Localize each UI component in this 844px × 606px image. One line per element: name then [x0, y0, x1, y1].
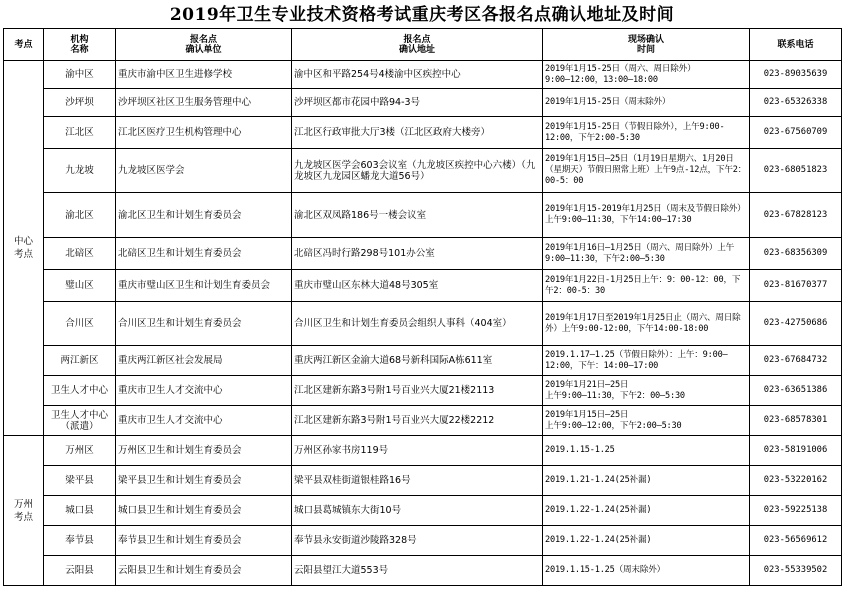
cell-address: 渝中区和平路254号4楼渝中区疾控中心	[292, 61, 543, 89]
cell-time: 2019.1.15-1.25（周末除外）	[543, 556, 750, 586]
cell-address: 九龙坡区医学会603会议室（九龙坡区疾控中心六楼）（九龙坡区九龙园区蟠龙大道56号）	[292, 149, 543, 193]
cell-name: 卫生人才中心	[44, 376, 116, 406]
cell-phone: 023-42750686	[750, 302, 842, 346]
cell-address: 云阳县望江大道553号	[292, 556, 543, 586]
cell-address: 重庆两江新区金渝大道68号新科国际A栋611室	[292, 346, 543, 376]
cell-time: 2019.1.22-1.24(25补漏)	[543, 496, 750, 526]
cell-unit: 重庆市卫生人才交流中心	[116, 376, 292, 406]
cell-phone: 023-68356309	[750, 238, 842, 270]
table-row	[4, 556, 842, 586]
cell-name: 渝中区	[44, 61, 116, 89]
header-area: 考点	[4, 29, 44, 61]
cell-time: 2019年1月15-25日（周六、周日除外） 9:00—12:00，13:00—18:00	[543, 61, 750, 89]
registration-table	[3, 28, 842, 586]
cell-phone: 023-63651386	[750, 376, 842, 406]
cell-time: 2019年1月16日—1月25日（周六、周日除外）上午9:00—11:30，下午2:00—5:30	[543, 238, 750, 270]
cell-unit: 万州区卫生和计划生育委员会	[116, 436, 292, 466]
cell-unit: 重庆两江新区社会发展局	[116, 346, 292, 376]
table-row	[4, 302, 842, 346]
cell-phone: 023-59225138	[750, 496, 842, 526]
cell-name: 城口县	[44, 496, 116, 526]
cell-unit: 奉节县卫生和计划生育委员会	[116, 526, 292, 556]
cell-phone: 023-68578301	[750, 406, 842, 436]
cell-address: 北碚区冯时行路298号101办公室	[292, 238, 543, 270]
cell-name: 两江新区	[44, 346, 116, 376]
table-row	[4, 117, 842, 149]
cell-name: 北碚区	[44, 238, 116, 270]
table-row	[4, 436, 842, 466]
table-row	[4, 496, 842, 526]
table-row	[4, 466, 842, 496]
table-row	[4, 406, 842, 436]
cell-unit: 九龙坡区医学会	[116, 149, 292, 193]
header-time: 现场确认 时间	[543, 29, 750, 61]
cell-address: 江北区建新东路3号附1号百业兴大厦21楼2113	[292, 376, 543, 406]
cell-name: 奉节县	[44, 526, 116, 556]
cell-unit: 江北区医疗卫生机构管理中心	[116, 117, 292, 149]
cell-name: 梁平县	[44, 466, 116, 496]
header-name: 机构 名称	[44, 29, 116, 61]
cell-time: 2019年1月15-25日（节假日除外），上午9:00-12:00，下午2:00-5:30	[543, 117, 750, 149]
area-wanzhou: 万州 考点	[4, 436, 44, 586]
cell-time: 2019年1月15日—25日（1月19日星期六、1月20日（星期天）节假日照常上班）上午9点-12点，下午2：00-5：00	[543, 149, 750, 193]
cell-time: 2019.1.17—1.25（节假日除外）：上午：9:00—12:00，下午：14:00—17:00	[543, 346, 750, 376]
cell-address: 渝北区双凤路186号一楼会议室	[292, 193, 543, 238]
cell-time: 2019年1月22日-1月25日上午：9：00-12：00，下午2：00-5：30	[543, 270, 750, 302]
cell-time: 2019年1月21日—25日 上午9:00—11:30，下午2：00—5:30	[543, 376, 750, 406]
cell-phone: 023-67560709	[750, 117, 842, 149]
cell-phone: 023-68051823	[750, 149, 842, 193]
table-row	[4, 346, 842, 376]
cell-phone: 023-81670377	[750, 270, 842, 302]
cell-unit: 城口县卫生和计划生育委员会	[116, 496, 292, 526]
table-row	[4, 526, 842, 556]
cell-time: 2019.1.22-1.24(25补漏)	[543, 526, 750, 556]
cell-time: 2019.1.15-1.25	[543, 436, 750, 466]
cell-phone: 023-67684732	[750, 346, 842, 376]
header-unit: 报名点 确认单位	[116, 29, 292, 61]
cell-name: 万州区	[44, 436, 116, 466]
cell-address: 城口县葛城镇东大街10号	[292, 496, 543, 526]
cell-name: 渝北区	[44, 193, 116, 238]
cell-name: 沙坪坝	[44, 89, 116, 117]
header-row	[4, 29, 842, 61]
cell-phone: 023-67828123	[750, 193, 842, 238]
table-row	[4, 193, 842, 238]
cell-time: 2019年1月17日至2019年1月25日止（周六、周日除外）上午9:00-12:00，下午14:00-18:00	[543, 302, 750, 346]
cell-phone: 023-56569612	[750, 526, 842, 556]
table-row	[4, 376, 842, 406]
cell-time: 2019年1月15-2019年1月25日（周末及节假日除外）上午9:00—11:30，下午14:00—17:30	[543, 193, 750, 238]
area-central: 中心 考点	[4, 61, 44, 436]
cell-phone: 023-53220162	[750, 466, 842, 496]
cell-address: 重庆市璧山区东林大道48号305室	[292, 270, 543, 302]
table-row	[4, 61, 842, 89]
cell-name: 卫生人才中心（派遣）	[44, 406, 116, 436]
cell-phone: 023-55339502	[750, 556, 842, 586]
cell-unit: 渝北区卫生和计划生育委员会	[116, 193, 292, 238]
cell-address: 江北区行政审批大厅3楼（江北区政府大楼旁）	[292, 117, 543, 149]
table-row	[4, 89, 842, 117]
cell-name: 云阳县	[44, 556, 116, 586]
cell-address: 江北区建新东路3号附1号百业兴大厦22楼2212	[292, 406, 543, 436]
table-row	[4, 238, 842, 270]
cell-name: 江北区	[44, 117, 116, 149]
page-title: 2019年卫生专业技术资格考试重庆考区各报名点确认地址及时间	[169, 5, 675, 25]
cell-unit: 合川区卫生和计划生育委员会	[116, 302, 292, 346]
cell-name: 合川区	[44, 302, 116, 346]
cell-time: 2019.1.21-1.24(25补漏)	[543, 466, 750, 496]
cell-address: 沙坪坝区都市花园中路94-3号	[292, 89, 543, 117]
cell-phone: 023-89035639	[750, 61, 842, 89]
cell-unit: 云阳县卫生和计划生育委员会	[116, 556, 292, 586]
header-address: 报名点 确认地址	[292, 29, 543, 61]
cell-address: 梁平县双桂街道银桂路16号	[292, 466, 543, 496]
cell-phone: 023-65326338	[750, 89, 842, 117]
cell-unit: 重庆市渝中区卫生进修学校	[116, 61, 292, 89]
cell-time: 2019年1月15-25日（周末除外）	[543, 89, 750, 117]
cell-unit: 重庆市璧山区卫生和计划生育委员会	[116, 270, 292, 302]
cell-time: 2019年1月15日—25日 上午9:00—12:00，下午2:00—5:30	[543, 406, 750, 436]
cell-unit: 重庆市卫生人才交流中心	[116, 406, 292, 436]
table-row	[4, 149, 842, 193]
cell-unit: 北碚区卫生和计划生育委员会	[116, 238, 292, 270]
cell-address: 万州区孙家书房119号	[292, 436, 543, 466]
header-phone: 联系电话	[750, 29, 842, 61]
cell-unit: 沙坪坝区社区卫生服务管理中心	[116, 89, 292, 117]
cell-unit: 梁平县卫生和计划生育委员会	[116, 466, 292, 496]
cell-address: 合川区卫生和计划生育委员会组织人事科（404室）	[292, 302, 543, 346]
cell-name: 九龙坡	[44, 149, 116, 193]
cell-phone: 023-58191006	[750, 436, 842, 466]
table-row	[4, 270, 842, 302]
cell-name: 璧山区	[44, 270, 116, 302]
cell-address: 奉节县永安街道沙陵路328号	[292, 526, 543, 556]
